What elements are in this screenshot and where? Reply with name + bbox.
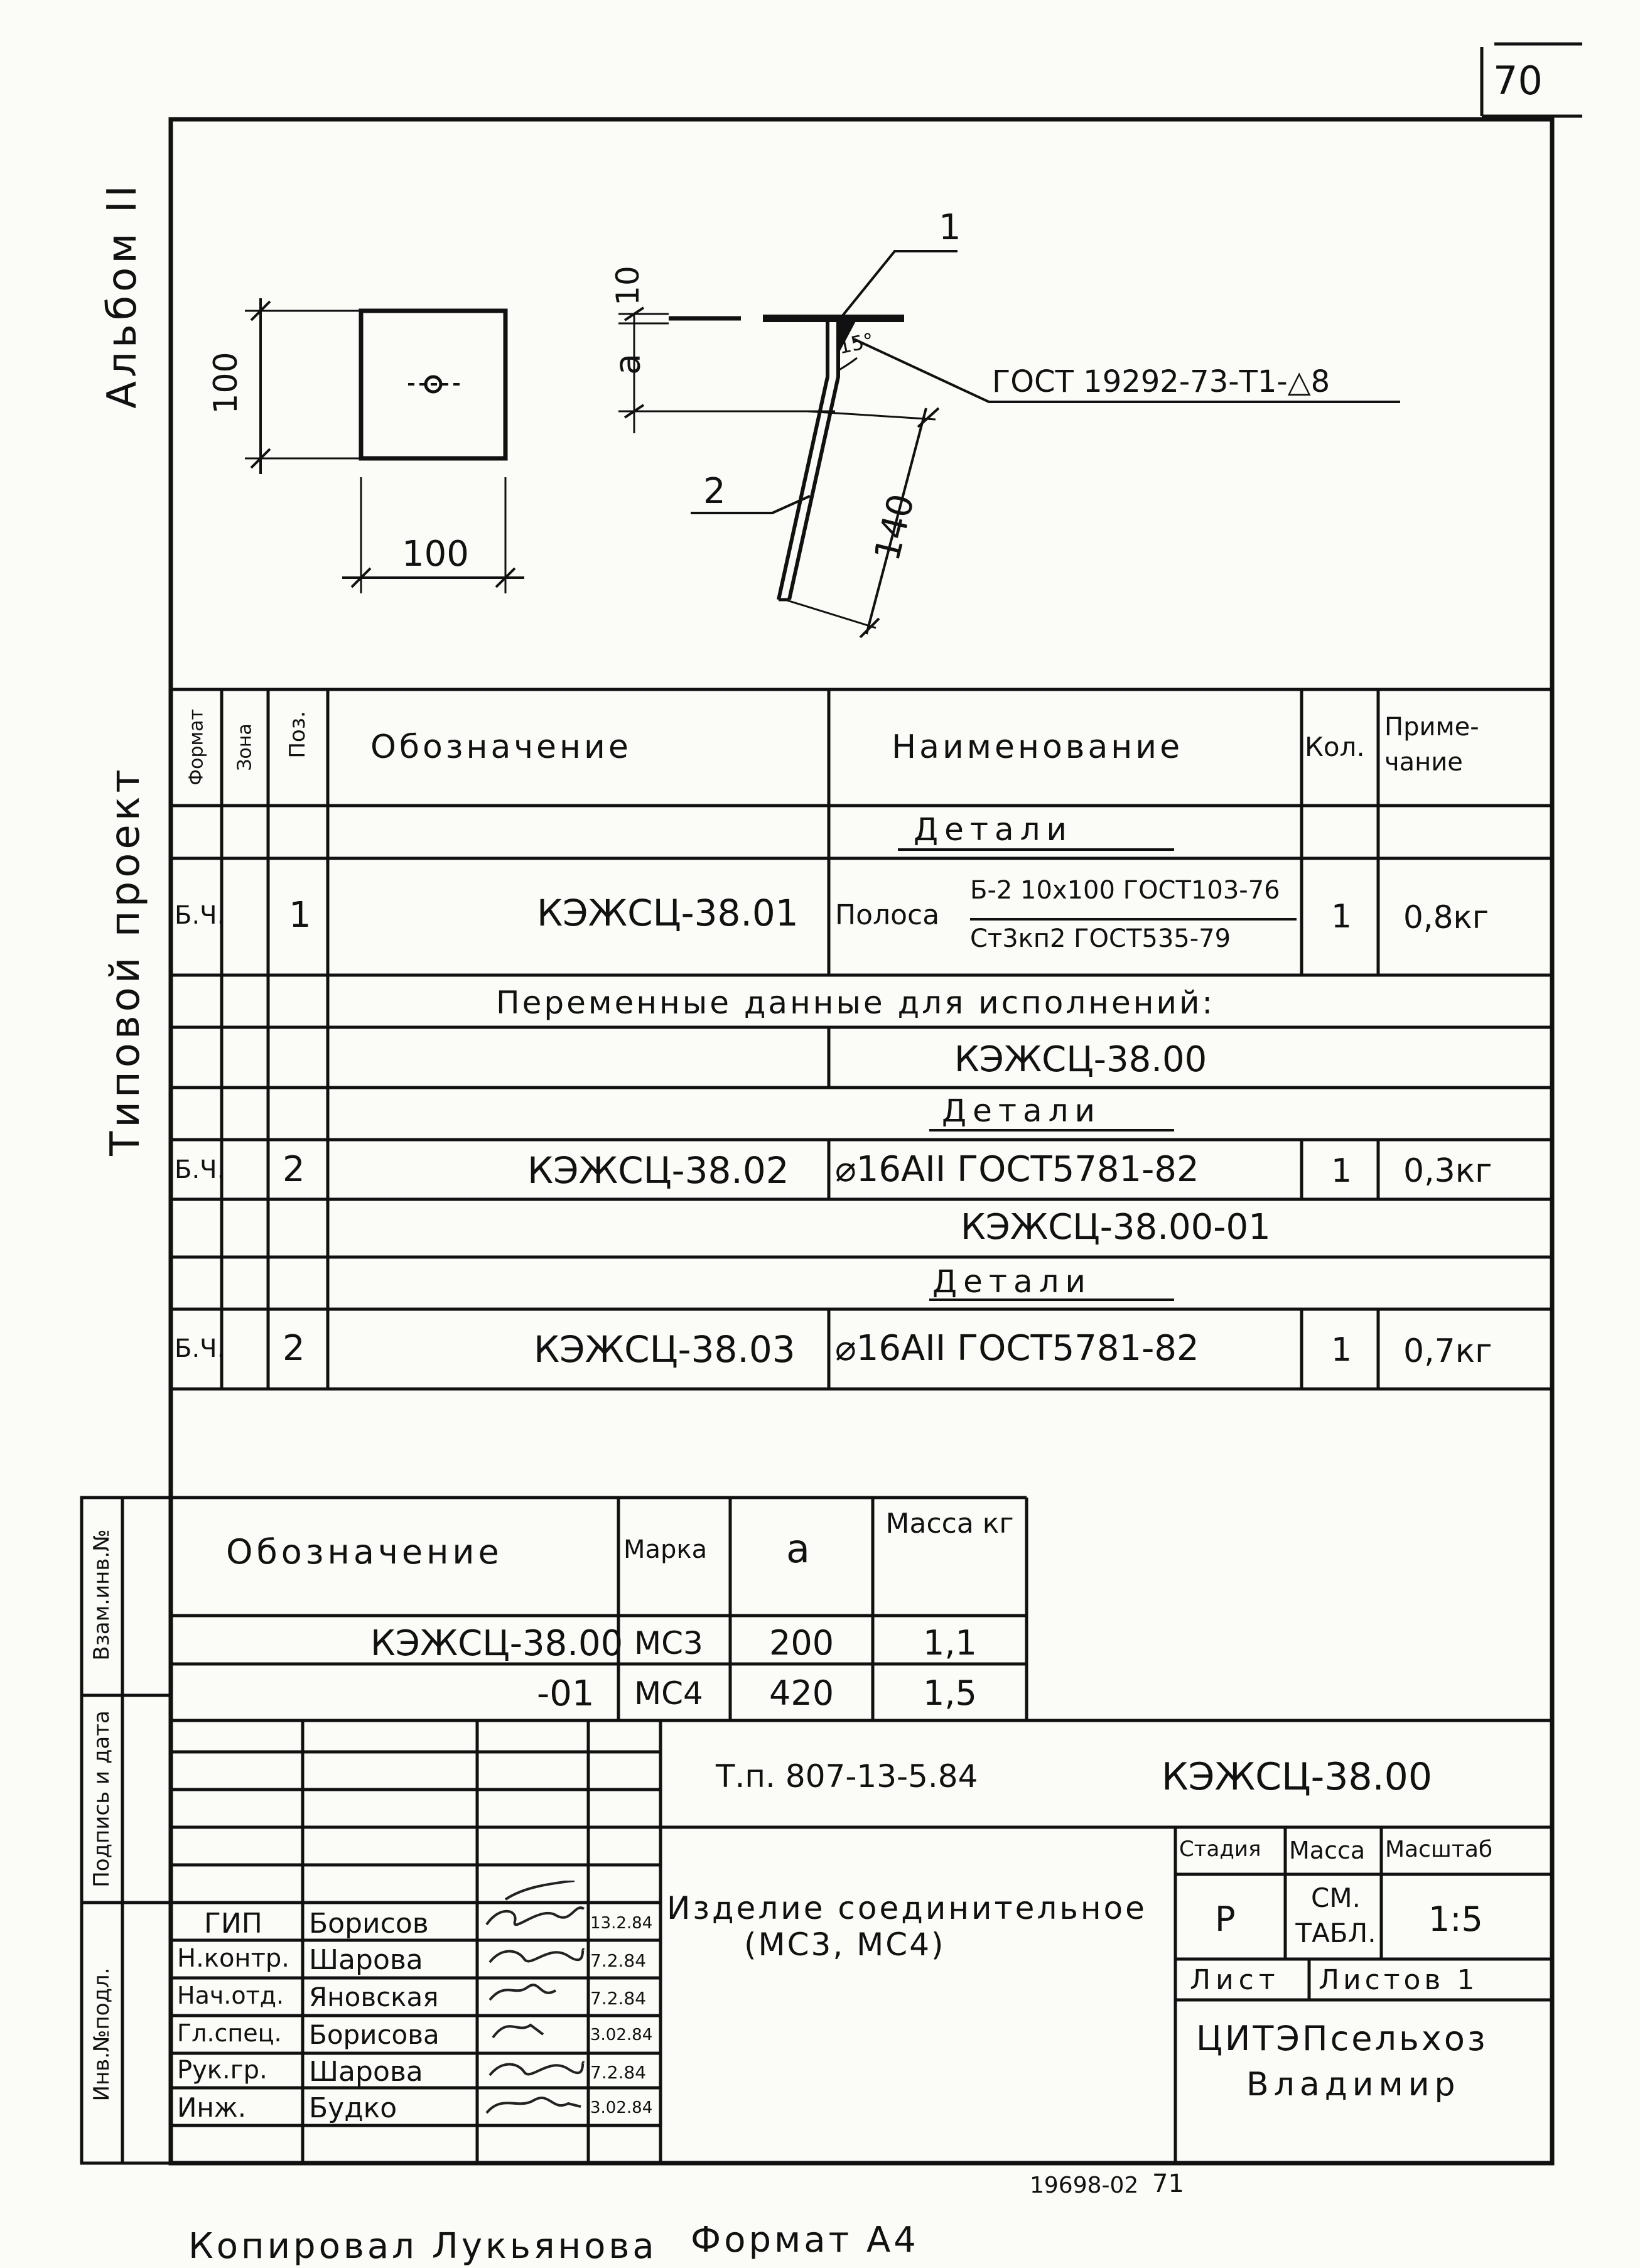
header-format: Формат [185, 709, 208, 786]
row2-format: Б.Ч. [175, 1155, 225, 1184]
row1-designation: КЭЖСЦ-38.01 [537, 892, 799, 934]
signer-role-4: Гл.спец. [177, 2019, 282, 2047]
row1-name-top: Б-2 10х100 ГОСТ103-76 [970, 876, 1280, 905]
signature-6 [487, 2098, 581, 2113]
footer-inventory: 19698-02 [1030, 2173, 1139, 2198]
callout-2: 2 [703, 471, 726, 512]
mass-label: Масса [1289, 1837, 1366, 1864]
scale-label: Масштаб [1385, 1837, 1493, 1862]
mass-row1-mark: МС3 [634, 1625, 703, 1661]
org-line1: ЦИТЭПсельхоз [1196, 2019, 1488, 2058]
row3-format: Б.Ч. [175, 1334, 225, 1363]
signer-date-5: 7.2.84 [590, 2062, 647, 2083]
row3-designation: КЭЖСЦ-38.03 [534, 1328, 796, 1371]
callout-1: 1 [939, 207, 961, 248]
stamp-field-signature: Подпись и дата [89, 1710, 114, 1887]
mass-header-designation: Обозначение [226, 1532, 503, 1572]
row2-designation: КЭЖСЦ-38.02 [527, 1149, 789, 1192]
signer-date-2: 7.2.84 [590, 1950, 647, 1971]
variant-1: КЭЖСЦ-38.00 [954, 1039, 1207, 1080]
signer-role-2: Н.контр. [177, 1944, 289, 1973]
row2-name: ⌀16АII ГОСТ5781-82 [835, 1149, 1199, 1190]
stage-label: Стадия [1179, 1837, 1261, 1862]
row3-name: ⌀16АII ГОСТ5781-82 [835, 1328, 1199, 1369]
title-line1: Изделие соединительное [667, 1890, 1147, 1926]
signer-name-3: Яновская [309, 1982, 439, 2012]
mass-row1-mass: 1,1 [923, 1623, 977, 1663]
row3-qty: 1 [1331, 1331, 1352, 1369]
signer-name-6: Будко [309, 2092, 397, 2124]
signer-date-1: 13.2.84 [590, 1914, 653, 1933]
mass-header-mark: Марка [623, 1535, 708, 1564]
section-details-2: Детали [942, 1093, 1102, 1129]
mass-row2-a: 420 [769, 1673, 834, 1713]
angle-label: 15° [836, 328, 877, 359]
row1-format: Б.Ч. [175, 901, 225, 930]
row3-pos: 2 [283, 1328, 305, 1369]
dim-plate-height: 100 [207, 352, 245, 414]
signer-name-2: Шарова [309, 1944, 423, 1976]
dim-plate-width: 100 [402, 534, 469, 575]
title-line2: (МС3, МС4) [744, 1926, 946, 1963]
doc-code: КЭЖСЦ-38.00 [1162, 1755, 1433, 1799]
signer-date-3: 7.2.84 [590, 1988, 647, 2009]
mass-row2-designation: -01 [537, 1673, 595, 1714]
org-line2: Владимир [1246, 2066, 1460, 2103]
stage-value: Р [1215, 1899, 1236, 1939]
album-label: Альбом II [99, 181, 146, 409]
signer-role-6: Инж. [177, 2092, 247, 2123]
dim-thickness: 10 [610, 266, 646, 306]
signer-date-6: 3.02.84 [590, 2098, 653, 2117]
row3-note: 0,7кг [1403, 1332, 1492, 1370]
scale-value: 1:5 [1428, 1899, 1483, 1939]
row1-name-fraction-bar [970, 918, 1297, 921]
signature-5 [490, 2063, 584, 2075]
mass-row2-mass: 1,5 [923, 1673, 977, 1713]
header-zone: Зона [234, 723, 256, 771]
header-name: Наименование [892, 728, 1184, 766]
signatures [480, 1881, 587, 2129]
signer-name-1: Борисов [309, 1908, 429, 1940]
dim-bar-length: 140 [866, 490, 923, 565]
signer-role-1: ГИП [204, 1908, 262, 1940]
project-code: Т.п. 807-13-5.84 [716, 1758, 978, 1795]
section-details-3: Детали [932, 1263, 1092, 1300]
header-qty: Кол. [1305, 732, 1365, 762]
mass-value: СМ. ТАБЛ. [1295, 1882, 1376, 1948]
mass-row2-mark: МС4 [634, 1675, 703, 1712]
dim-a: a [607, 353, 649, 375]
row2-pos: 2 [283, 1149, 305, 1190]
row1-qty: 1 [1331, 898, 1352, 936]
mass-header-mass: Масса кг [885, 1508, 1014, 1540]
variant-2: КЭЖСЦ-38.00-01 [961, 1207, 1271, 1248]
header-pos: Поз. [285, 711, 310, 759]
signer-role-5: Рук.гр. [177, 2056, 267, 2085]
sheet-number: 70 [1493, 58, 1543, 104]
weld-note: ГОСТ 19292-73-Т1-△8 [992, 364, 1330, 399]
signer-name-5: Шарова [309, 2056, 423, 2088]
footer-format: Формат А4 [691, 2220, 919, 2260]
header-note: Приме-чание [1384, 713, 1479, 777]
project-label: Типовой проект [102, 765, 149, 1156]
section-details-1: Детали [914, 811, 1074, 848]
row1-name-bottom: Ст3кп2 ГОСТ535-79 [970, 924, 1231, 953]
row1-name-prefix: Полоса [835, 899, 940, 931]
plate-drawing [245, 251, 1400, 637]
row1-note: 0,8кг [1403, 899, 1489, 936]
row2-note: 0,3кг [1403, 1152, 1492, 1190]
signer-role-3: Нач.отд. [177, 1982, 284, 2009]
mass-row1-a: 200 [769, 1623, 834, 1663]
mass-row1-designation: КЭЖСЦ-38.00 [370, 1623, 623, 1664]
stamp-field-replaces: Взам.инв.№ [89, 1529, 114, 1661]
mass-header-a: a [786, 1526, 810, 1572]
signature-2 [490, 1950, 584, 1962]
signer-name-4: Борисова [309, 2019, 440, 2050]
footer-page: 71 [1152, 2169, 1184, 2198]
row1-pos: 1 [289, 895, 311, 936]
signature-3 [490, 1985, 556, 2000]
footer-copied: Копировал Лукьянова [188, 2226, 657, 2267]
sheets-label: Листов 1 [1319, 1964, 1479, 1996]
signature-4 [493, 2025, 543, 2038]
stamp-field-inv: Инв.№подл. [89, 1967, 114, 2102]
row2-qty: 1 [1331, 1152, 1352, 1190]
header-designation: Обозначение [370, 728, 632, 766]
variable-data-heading: Переменные данные для исполнений: [496, 985, 1216, 1021]
signature-1 [487, 1908, 584, 1925]
signer-date-4: 3.02.84 [590, 2026, 653, 2044]
sheet-label: Лист [1190, 1964, 1280, 1996]
